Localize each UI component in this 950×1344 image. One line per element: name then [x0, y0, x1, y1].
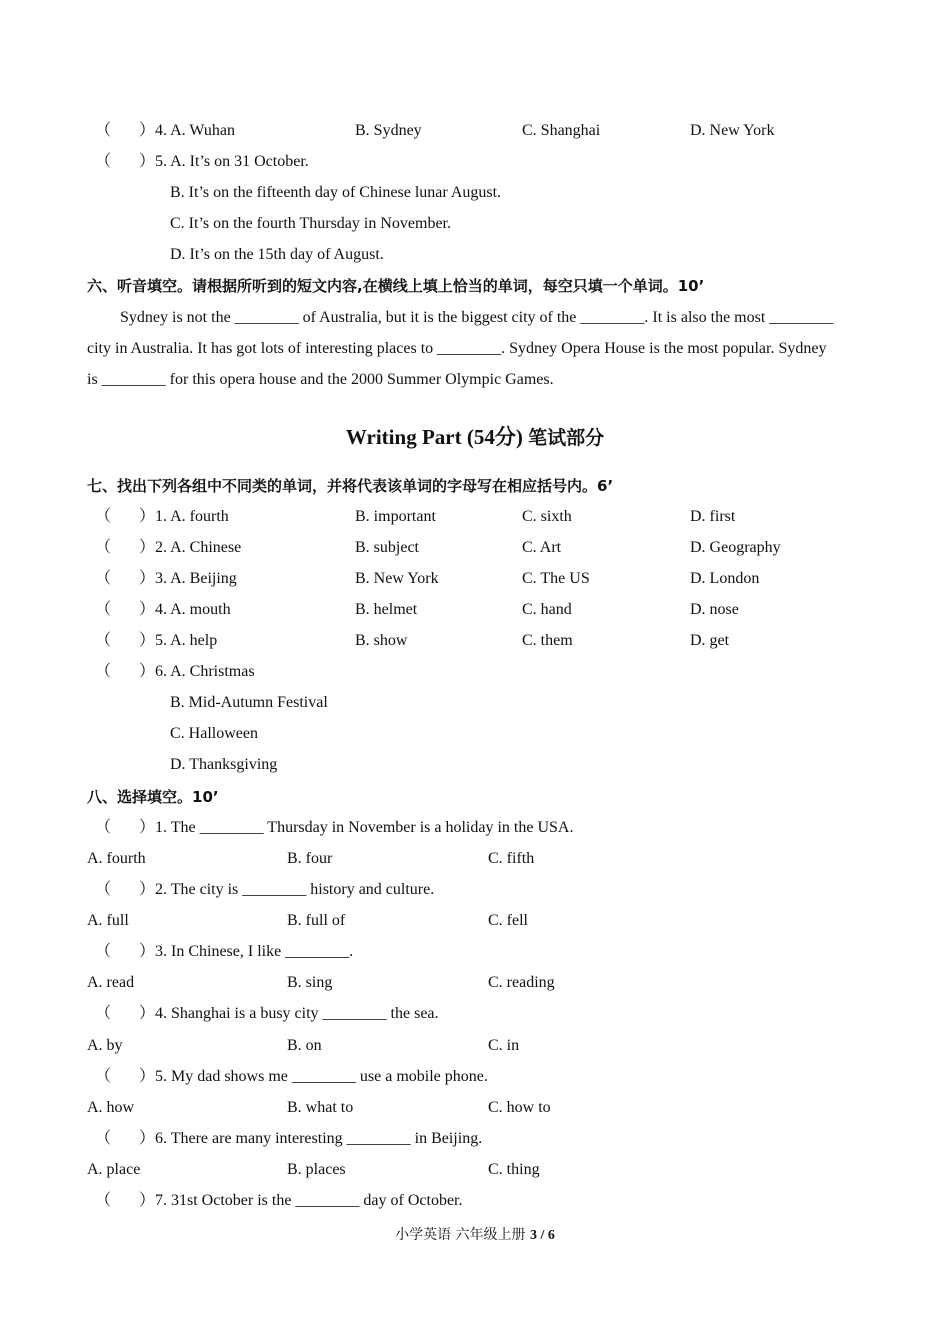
section6-line2: city in Australia. It has got lots of interesting places to ________. Sydney Opera House is the most popular. Sydney [87, 340, 827, 357]
s7-item-1-c: C. sixth [522, 508, 572, 525]
s7-item-5-a: ）5. A. help [139, 632, 218, 649]
s8-item-2-question: ）2. The city is ________ history and culture. [139, 881, 435, 898]
s7-item-2-b: B. subject [355, 539, 419, 556]
s8-item-1-a: A. fourth [87, 850, 146, 867]
s8-item-2-options [87, 910, 528, 932]
s8-item-5-options [87, 1097, 551, 1119]
s7-item-2-c: C. Art [522, 539, 562, 556]
s7-item-6-d: D. Thanksgiving [170, 756, 278, 773]
s7-item-5-c: C. them [522, 632, 573, 649]
s7-item-1-d: D. first [690, 508, 736, 525]
s7-item-1-a: ）1. A. fourth [139, 508, 229, 525]
s8-item-2-a: A. full [87, 912, 129, 929]
s8-item-1-question: ）1. The ________ Thursday in November is a holiday in the USA. [139, 819, 574, 836]
s8-item-6-options [87, 1159, 540, 1181]
page-footer [0, 1224, 950, 1244]
s7-item-1-b: B. important [355, 508, 436, 525]
s8-item-4-question: ）4. Shanghai is a busy city ________ the sea. [139, 1005, 439, 1022]
q5-option-b: B. It’s on the fifteenth day of Chinese lunar August. [170, 184, 502, 201]
q4-stem: ）4. A. Wuhan [139, 122, 235, 139]
s8-item-3-a: A. read [87, 974, 135, 991]
s8-item-7-question: ）7. 31st October is the ________ day of October. [139, 1192, 463, 1209]
s8-item-5-c: C. how to [488, 1099, 551, 1116]
s8-item-4-c: C. in [488, 1037, 520, 1054]
s7-item-4-c: C. hand [522, 601, 572, 618]
writing-title-cn: 笔试部分 [528, 427, 605, 449]
s8-item-6-a: A. place [87, 1161, 141, 1178]
s7-item-3-b: B. New York [355, 570, 439, 587]
s8-item-1-b: B. four [287, 850, 333, 867]
s8-item-3-question: ）3. In Chinese, I like ________. [139, 943, 354, 960]
exam-page: （ ）4. A. Wuhan B. Sydney C. Shanghai D. New York （ ）5. A. It’s on 31 October. B. It’s on the fifteenth day of Chinese lunar August. C. It’s on the fourth Thursday in November. D. It’s on the 15th day of August. 六、听音填空。请根据所听到的短文内容,在横线上填上恰当的单词，每空只填一个单词。10’ Sydney is not the ________ of Australia, but it is the biggest city of the ________. It is also the most ________ city in Australia. It has got lots of interesting places to ________. Sydney Opera House is the most popular. Sydney is ________ for this opera house and the 2000 Summer Olympic Games. Writing Part (54分) 笔试部分 七、找出下列各组中不同类的单词，并将代表该单词的字母写在相应括号内。6’ （ ）1. A. fourth B. important C. sixth D. first （ ）2. A. Chinese B. subject C. Art D. Geography （ ）3. A. Beijing B. New York C. The US D. London （ ）4. A. mouth B. helmet C. hand D. nose （ ）5. A. help B. show C. them D. get （ ）6. A. Christmas B. Mid-Autumn Festival C. Halloween D. Thanksgiving 八、选择填空。10’ （ ）1. The ________ Thursday in November is a holiday in the USA. A. fourth B. four C. fifth （ ）2. The city is ________ history and culture. A. full B. full of C. fell （ ）3. In Chinese, I like ________. A. read B. sing C. reading （ ）4. Shanghai is a busy city ________ the sea. A. by B. on C. in （ ）5. My dad shows me ________ use a mobile phone. A. how B. what to C. how to （ ）6. There are many interesting ________ in Beijing. A. place B. places C. thing （ ）7. 31st October is the ________ day of October. 小学英语 六年级上册 3 / 6 [0, 0, 950, 1344]
q5-option-c: C. It’s on the fourth Thursday in November. [170, 215, 451, 232]
s8-item-5-question: ）5. My dad shows me ________ use a mobile phone. [139, 1068, 488, 1085]
s7-item-2-a: ）2. A. Chinese [139, 539, 242, 556]
s8-item-4-b: B. on [287, 1037, 322, 1054]
q4-option-c: C. Shanghai [522, 122, 601, 139]
q5-stem: ）5. A. It’s on 31 October. [139, 153, 309, 170]
s8-item-3-b: B. sing [287, 974, 333, 991]
s8-item-6-c: C. thing [488, 1161, 540, 1178]
s7-item-2-d: D. Geography [690, 539, 781, 556]
s7-item-6-a: ）6. A. Christmas [139, 663, 255, 680]
s8-item-3-options [87, 972, 555, 994]
s8-item-6-question: ）6. There are many interesting ________ in Beijing. [139, 1130, 483, 1147]
s8-item-4-a: A. by [87, 1037, 123, 1054]
section8-heading: 八、选择填空。10’ [87, 788, 219, 806]
s8-item-3-c: C. reading [488, 974, 555, 991]
q4-option-b: B. Sydney [355, 122, 422, 139]
s7-item-3-c: C. The US [522, 570, 590, 587]
s7-item-4-a: ）4. A. mouth [139, 601, 231, 618]
footer-separator: / [537, 1228, 548, 1243]
s8-item-6-b: B. places [287, 1161, 346, 1178]
footer-total-pages: 6 [547, 1228, 555, 1243]
s7-item-6-c: C. Halloween [170, 725, 258, 742]
s7-item-6-b: B. Mid-Autumn Festival [170, 694, 328, 711]
s7-item-3-a: ）3. A. Beijing [139, 570, 237, 587]
writing-title-en: Writing Part (54分) [345, 425, 529, 449]
footer-label: 小学英语 六年级上册 [395, 1227, 530, 1243]
footer-page-number: 3 [530, 1228, 537, 1243]
q5-option-d: D. It’s on the 15th day of August. [170, 246, 384, 263]
s8-item-2-c: C. fell [488, 912, 528, 929]
section7-heading: 七、找出下列各组中不同类的单词，并将代表该单词的字母写在相应括号内。6’ [87, 477, 614, 495]
writing-part-title [0, 421, 950, 451]
s7-item-4-d: D. nose [690, 601, 739, 618]
s8-item-2-b: B. full of [287, 912, 346, 929]
s7-item-5-d: D. get [690, 632, 730, 649]
section6-heading: 六、听音填空。请根据所听到的短文内容,在横线上填上恰当的单词，每空只填一个单词。10’ [87, 277, 705, 295]
s8-item-1-options [87, 848, 535, 870]
s8-item-1-c: C. fifth [488, 850, 535, 867]
s7-item-3-d: D. London [690, 570, 760, 587]
s7-item-4-b: B. helmet [355, 601, 418, 618]
s8-item-5-b: B. what to [287, 1099, 354, 1116]
s8-item-5-a: A. how [87, 1099, 135, 1116]
section6-line3: is ________ for this opera house and the 2000 Summer Olympic Games. [87, 371, 554, 388]
s7-item-5-b: B. show [355, 632, 408, 649]
q4-option-d: D. New York [690, 122, 775, 139]
section6-line1: Sydney is not the ________ of Australia, but it is the biggest city of the ________. It is also the most ________ [120, 309, 834, 326]
s8-item-4-options [87, 1035, 520, 1057]
